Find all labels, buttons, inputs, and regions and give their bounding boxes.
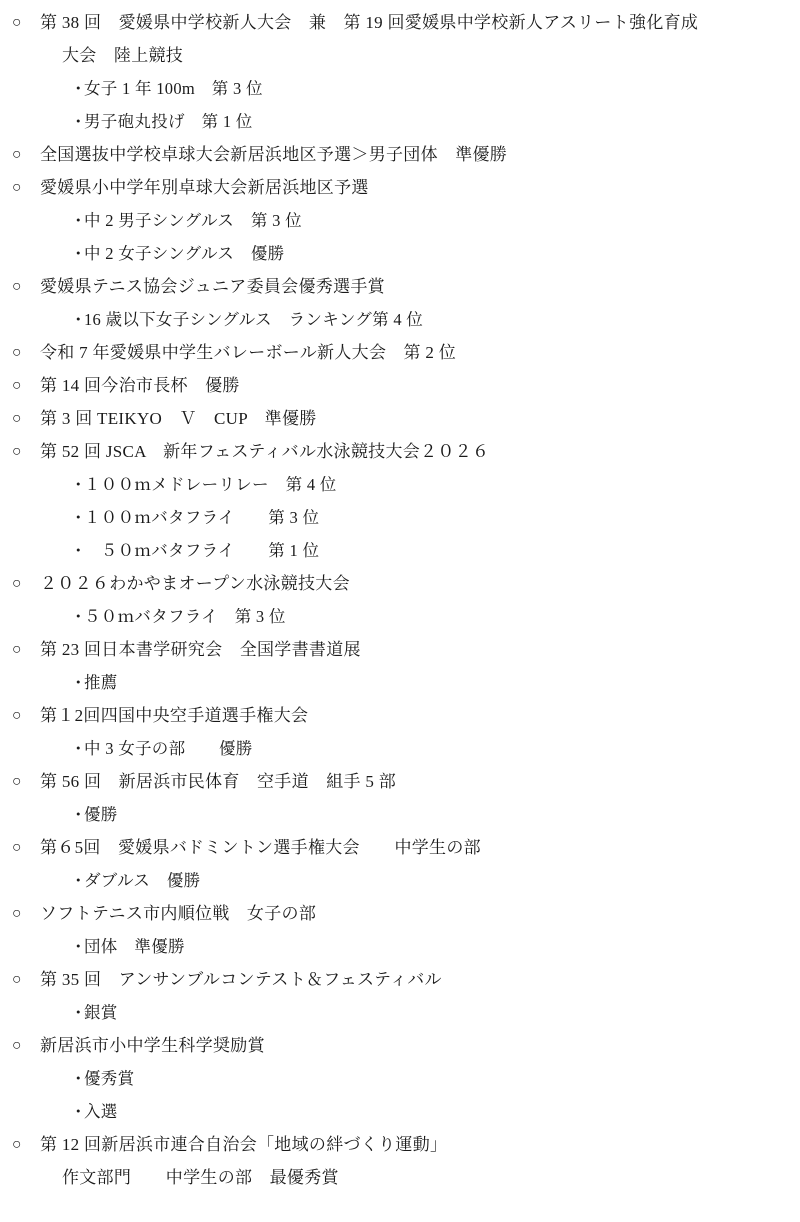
achievement-entry-continuation: [10, 1161, 790, 1194]
achievement-result-label: 女子 1 年 100m 第 3 位: [84, 79, 263, 98]
achievement-entry-line: [10, 336, 790, 369]
list-item: [10, 171, 790, 270]
list-item: [10, 699, 790, 765]
achievement-result: [40, 501, 790, 534]
list-item: [10, 270, 790, 336]
achievement-entry-line: [10, 435, 790, 468]
achievement-entry-line: [10, 1128, 790, 1161]
achievement-entry-line: [10, 765, 790, 798]
circle-bullet-icon: ○: [12, 1136, 22, 1153]
achievement-result-label: 入選: [84, 1102, 118, 1121]
circle-bullet-icon: ○: [12, 14, 22, 31]
list-item: [10, 336, 790, 369]
list-item: [10, 633, 790, 699]
achievement-result: [40, 1095, 790, 1128]
circle-bullet-icon: ○: [12, 971, 22, 988]
achievement-title: ２０２６わかやまオープン水泳競技大会: [40, 574, 350, 593]
dot-bullet-icon: ・: [70, 607, 87, 626]
list-item: [10, 1029, 790, 1128]
achievement-result: [40, 732, 790, 765]
achievement-entry-line: [10, 171, 790, 204]
achievement-result-label: 推薦: [84, 673, 118, 692]
list-item: [10, 1128, 790, 1194]
achievement-subitem: [10, 501, 790, 534]
circle-bullet-icon: ○: [12, 839, 22, 856]
achievement-entry-line: [10, 633, 790, 666]
dot-bullet-icon: ・: [70, 1069, 87, 1088]
dot-bullet-icon: ・: [70, 871, 87, 890]
achievement-result-label: 銀賞: [84, 1003, 118, 1022]
achievement-title: 第 3 回 TEIKYO Ｖ CUP 準優勝: [40, 409, 317, 428]
achievement-result: [40, 666, 790, 699]
achievement-result-label: 優勝: [84, 805, 118, 824]
achievement-entry-line: [10, 897, 790, 930]
dot-bullet-icon: ・: [70, 211, 87, 230]
achievement-entry-line: [10, 138, 790, 171]
achievement-entry-continuation: [10, 39, 790, 72]
dot-bullet-icon: ・: [70, 805, 87, 824]
achievement-title: 第 38 回 愛媛県中学校新人大会 兼 第 19 回愛媛県中学校新人アスリート強化育成: [40, 13, 699, 32]
circle-bullet-icon: ○: [12, 1037, 22, 1054]
achievement-subitem: [10, 864, 790, 897]
achievement-entry-line: [10, 402, 790, 435]
achievement-result-label: ５０ｍバタフライ 第 3 位: [84, 607, 286, 626]
achievement-subitem: [10, 1095, 790, 1128]
dot-bullet-icon: ・: [70, 541, 87, 560]
achievement-result: [40, 72, 790, 105]
achievement-result: [40, 105, 790, 138]
achievement-title: 第 14 回今治市長杯 優勝: [40, 376, 240, 395]
circle-bullet-icon: ○: [12, 377, 22, 394]
achievement-result-label: ５０ｍバタフライ 第 1 位: [84, 541, 320, 560]
achievement-result-label: １００ｍメドレーリレー 第 4 位: [84, 475, 337, 494]
achievement-entry-line: [10, 1029, 790, 1062]
achievement-subitem: [10, 666, 790, 699]
achievement-result: [40, 204, 790, 237]
achievement-result-label: 団体 準優勝: [84, 937, 185, 956]
achievement-result: [40, 303, 790, 336]
achievement-entry-line: [10, 6, 790, 39]
achievement-subitem: [10, 468, 790, 501]
list-item: [10, 831, 790, 897]
achievement-result-label: 中 2 女子シングルス 優勝: [84, 244, 285, 263]
achievement-subitem: [10, 303, 790, 336]
dot-bullet-icon: ・: [70, 112, 87, 131]
achievement-subitem: [10, 1062, 790, 1095]
dot-bullet-icon: ・: [70, 244, 87, 263]
circle-bullet-icon: ○: [12, 641, 22, 658]
achievement-title: 第１2回四国中央空手道選手権大会: [40, 706, 309, 725]
list-item: [10, 897, 790, 963]
achievement-result: [40, 534, 790, 567]
achievement-title: 第 52 回 JSCA 新年フェスティバル水泳競技大会２０２６: [40, 442, 490, 461]
achievement-entry-line: [10, 699, 790, 732]
achievement-result-label: 優秀賞: [84, 1069, 135, 1088]
dot-bullet-icon: ・: [70, 1003, 87, 1022]
achievement-subitem: [10, 105, 790, 138]
achievement-result-label: 16 歳以下女子シングルス ランキング第 4 位: [84, 310, 424, 329]
circle-bullet-icon: ○: [12, 344, 22, 361]
achievement-title: 第６5回 愛媛県バドミントン選手権大会 中学生の部: [40, 838, 481, 857]
achievement-subitem: [10, 930, 790, 963]
achievement-entry-line: [10, 567, 790, 600]
achievement-result: [40, 468, 790, 501]
achievement-result: [40, 1062, 790, 1095]
achievement-result-label: 中 2 男子シングルス 第 3 位: [84, 211, 302, 230]
dot-bullet-icon: ・: [70, 673, 87, 692]
achievement-result-label: 男子砲丸投げ 第 1 位: [84, 112, 253, 131]
achievement-subitem: [10, 600, 790, 633]
achievement-title: 第 56 回 新居浜市民体育 空手道 組手 5 部: [40, 772, 396, 791]
list-item: [10, 765, 790, 831]
achievement-subitem: [10, 798, 790, 831]
circle-bullet-icon: ○: [12, 146, 22, 163]
achievement-subitem: [10, 72, 790, 105]
circle-bullet-icon: ○: [12, 575, 22, 592]
achievement-entry-line: [10, 963, 790, 996]
achievement-result-label: １００ｍバタフライ 第 3 位: [84, 508, 320, 527]
achievement-title: 愛媛県テニス協会ジュニア委員会優秀選手賞: [40, 277, 385, 296]
achievement-entry-line: [10, 369, 790, 402]
achievement-result: [40, 864, 790, 897]
achievement-title: 新居浜市小中学生科学奨励賞: [40, 1036, 265, 1055]
achievement-result: [40, 798, 790, 831]
list-item: [10, 138, 790, 171]
achievement-result: [40, 996, 790, 1029]
achievement-subitem: [10, 534, 790, 567]
achievement-result: [40, 237, 790, 270]
list-item: [10, 6, 790, 138]
achievement-result: [40, 930, 790, 963]
list-item: [10, 963, 790, 1029]
circle-bullet-icon: ○: [12, 443, 22, 460]
achievement-subitem: [10, 732, 790, 765]
achievement-entry-line: [10, 270, 790, 303]
achievement-result: [40, 600, 790, 633]
dot-bullet-icon: ・: [70, 310, 87, 329]
circle-bullet-icon: ○: [12, 278, 22, 295]
dot-bullet-icon: ・: [70, 508, 87, 527]
achievement-subitem: [10, 204, 790, 237]
achievement-title: 第 23 回日本書学研究会 全国学書書道展: [40, 640, 361, 659]
achievement-title: 第 12 回新居浜市連合自治会「地域の絆づくり運動」: [40, 1135, 448, 1154]
achievement-subitem: [10, 237, 790, 270]
achievement-title: 全国選抜中学校卓球大会新居浜地区予選＞男子団体 準優勝: [40, 145, 508, 164]
list-item: [10, 402, 790, 435]
achievement-title: 大会 陸上競技: [62, 46, 184, 65]
achievement-title: ソフトテニス市内順位戦 女子の部: [40, 904, 317, 923]
achievement-subitem: [10, 996, 790, 1029]
achievement-title: 作文部門 中学生の部 最優秀賞: [62, 1168, 339, 1187]
circle-bullet-icon: ○: [12, 707, 22, 724]
circle-bullet-icon: ○: [12, 905, 22, 922]
circle-bullet-icon: ○: [12, 773, 22, 790]
circle-bullet-icon: ○: [12, 179, 22, 196]
dot-bullet-icon: ・: [70, 1102, 87, 1121]
achievement-entry-line: [10, 831, 790, 864]
circle-bullet-icon: ○: [12, 410, 22, 427]
list-item: [10, 369, 790, 402]
achievement-result-label: ダブルス 優勝: [84, 871, 201, 890]
achievement-title: 令和 7 年愛媛県中学生バレーボール新人大会 第 2 位: [40, 343, 457, 362]
achievement-title: 愛媛県小中学年別卓球大会新居浜地区予選: [40, 178, 369, 197]
dot-bullet-icon: ・: [70, 475, 87, 494]
achievement-title: 第 35 回 アンサンブルコンテスト＆フェスティバル: [40, 970, 442, 989]
achievement-result-label: 中 3 女子の部 優勝: [84, 739, 253, 758]
achievement-list: [10, 6, 790, 1194]
dot-bullet-icon: ・: [70, 937, 87, 956]
dot-bullet-icon: ・: [70, 79, 87, 98]
list-item: [10, 435, 790, 567]
dot-bullet-icon: ・: [70, 739, 87, 758]
list-item: [10, 567, 790, 633]
